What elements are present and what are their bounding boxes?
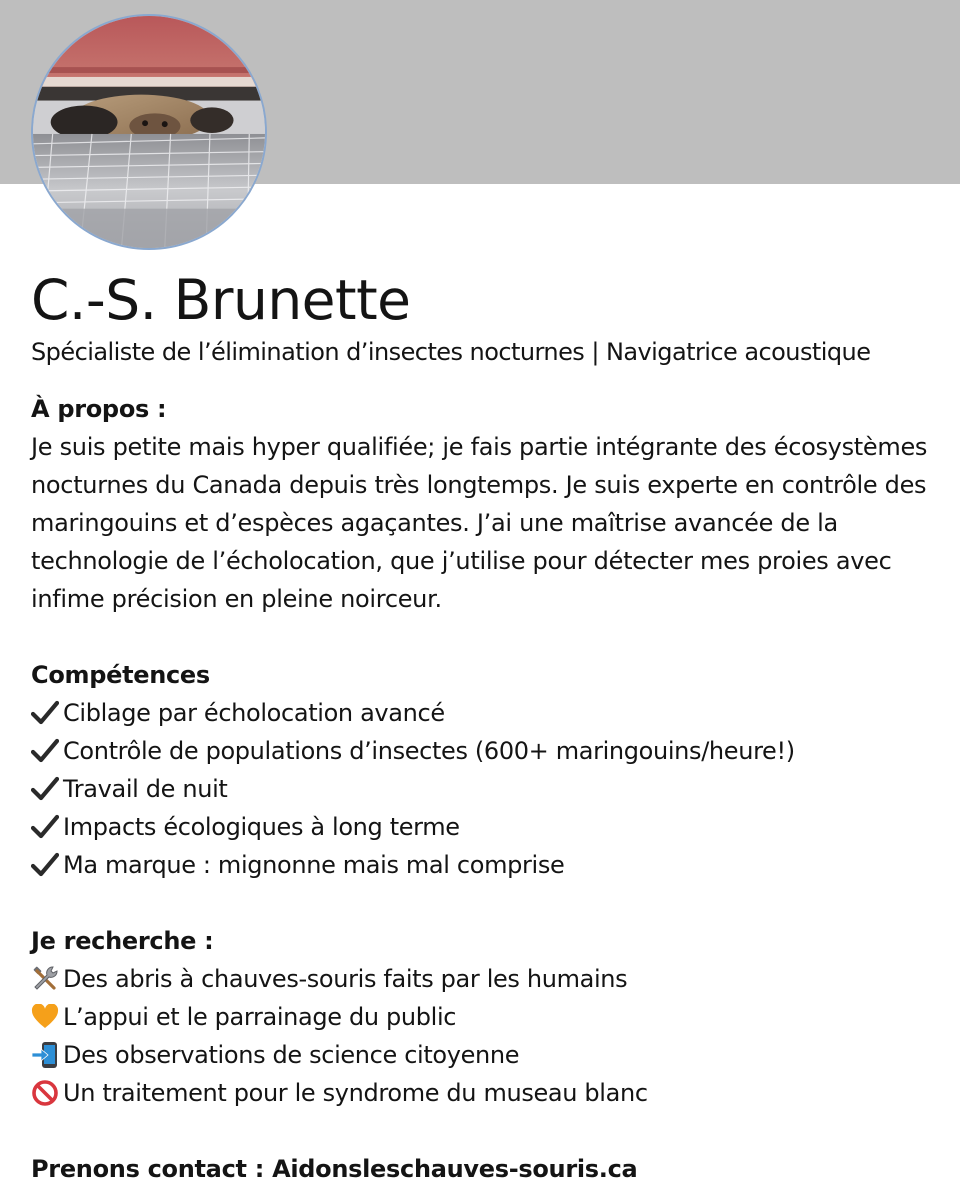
contact-line [31,1150,943,1188]
seeking-section [31,922,943,1112]
skill-item [31,846,943,884]
skill-label: Ma marque : mignonne mais mal comprise [63,851,565,879]
about-heading: À propos : [31,395,167,423]
skill-item [31,694,943,732]
seeking-label: L’appui et le parrainage du public [63,1003,457,1031]
skill-item [31,732,943,770]
seeking-heading: Je recherche : [31,927,214,955]
contact-link[interactable]: Aidonsleschauves-souris.ca [272,1155,638,1183]
seeking-label: Des observations de science citoyenne [63,1041,520,1069]
skill-label: Impacts écologiques à long terme [63,813,460,841]
seeking-item [31,998,943,1036]
seeking-label: Des abris à chauves-souris faits par les humains [63,965,628,993]
seeking-item [31,960,943,998]
profile-tagline: Spécialiste de l’élimination d’insectes nocturnes | Navigatrice acoustique [31,338,871,366]
prohibited-icon [31,1074,63,1112]
check-icon [31,694,63,732]
phone-arrow-icon [31,1036,63,1074]
about-text: Je suis petite mais hyper qualifiée; je fais partie intégrante des écosystèmes nocturnes du Canada depuis très longtemps. Je suis experte en contrôle des maringouins et d’espèces agaçantes. J’ai une maîtrise avancée de la technologie de l’écholocation, que j’utilise pour détecter mes proies avec infime précision en pleine noirceur. [31,433,928,613]
tools-icon [31,960,63,998]
bat-photo [33,16,265,248]
contact-label: Prenons contact : [31,1155,273,1183]
profile-content [31,266,943,1188]
about-section [31,390,943,618]
skill-label: Travail de nuit [63,775,228,803]
skills-list [31,694,943,884]
check-icon [31,846,63,884]
seeking-list [31,960,943,1112]
orange-heart-icon [31,998,63,1036]
skill-label: Contrôle de populations d’insectes (600+ maringouins/heure!) [63,737,795,765]
skill-label: Ciblage par écholocation avancé [63,699,445,727]
check-icon [31,808,63,846]
check-icon [31,770,63,808]
seeking-item [31,1074,943,1112]
skills-section [31,656,943,884]
seeking-item [31,1036,943,1074]
skills-heading: Compétences [31,661,210,689]
profile-avatar[interactable] [31,14,267,250]
skill-item [31,770,943,808]
seeking-label: Un traitement pour le syndrome du museau blanc [63,1079,648,1107]
skill-item [31,808,943,846]
profile-name: C.-S. Brunette [31,268,411,332]
check-icon [31,732,63,770]
